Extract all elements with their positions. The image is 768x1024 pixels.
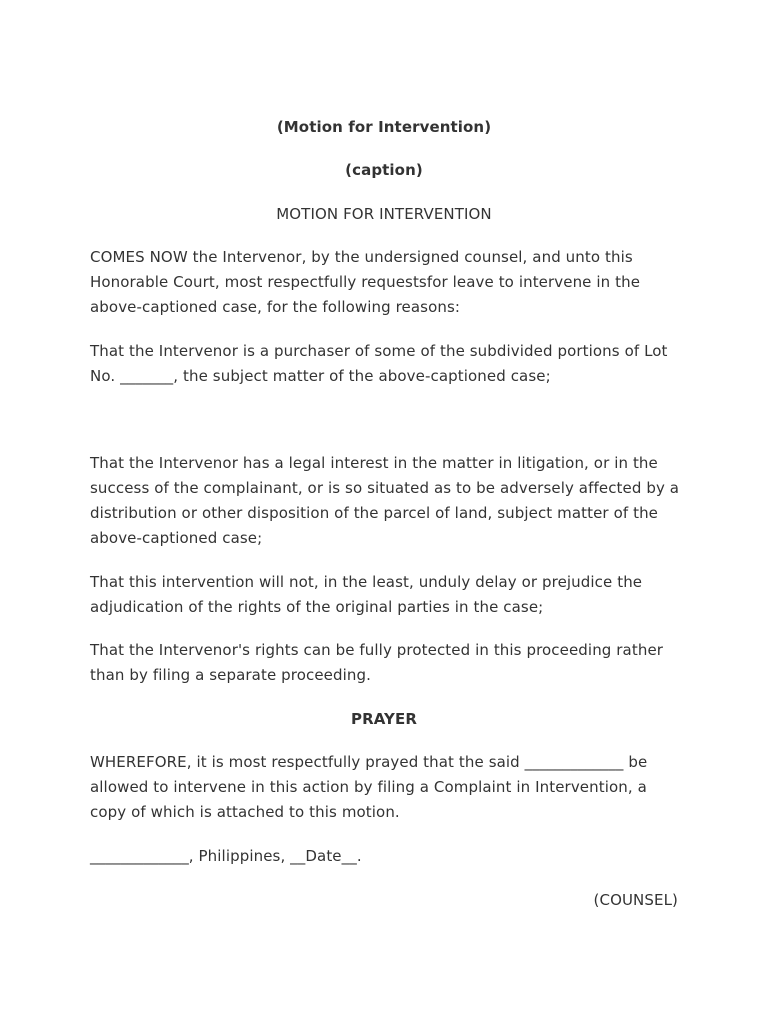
- intro-paragraph: [90, 245, 690, 320]
- prayer-paragraph: [90, 750, 690, 825]
- paragraph-line: distribution or other disposition of the parcel of land, subject matter of the: [90, 504, 659, 522]
- paragraph-line: than by filing a separate proceeding.: [90, 666, 371, 684]
- paragraph-line: above-captioned case;: [90, 529, 263, 547]
- paragraph-line: copy of which is attached to this motion.: [90, 803, 400, 821]
- reason-paragraph-1: [90, 339, 690, 389]
- paragraph-line: WHEREFORE, it is most respectfully prayed that the said _____________ be: [90, 753, 648, 771]
- paragraph-line: adjudication of the rights of the original parties in the case;: [90, 598, 544, 616]
- document-title: (Motion for Intervention): [276, 118, 492, 136]
- paragraph-line: That the Intervenor is a purchaser of some of the subdivided portions of Lot: [90, 342, 668, 360]
- prayer-heading: PRAYER: [351, 710, 417, 728]
- paragraph-line: Honorable Court, most respectfully requestsfor leave to intervene in the: [90, 273, 641, 291]
- reason-paragraph-3: [90, 570, 690, 620]
- place-date-line: _____________, Philippines, __Date__.: [90, 847, 362, 865]
- motion-heading: MOTION FOR INTERVENTION: [276, 205, 492, 223]
- reason-paragraph-4: [90, 638, 690, 688]
- paragraph-line: That the Intervenor has a legal interest in the matter in litigation, or in the: [90, 454, 658, 472]
- paragraph-line: above-captioned case, for the following reasons:: [90, 298, 461, 316]
- paragraph-line: success of the complainant, or is so situated as to be adversely affected by a: [90, 479, 680, 497]
- caption-placeholder: (caption): [345, 161, 423, 179]
- counsel-signature: (COUNSEL): [593, 891, 678, 909]
- paragraph-line: No. _______, the subject matter of the above-captioned case;: [90, 367, 551, 385]
- paragraph-line: That the Intervenor's rights can be fully protected in this proceeding rather: [90, 641, 664, 659]
- reason-paragraph-2: [90, 451, 690, 551]
- paragraph-line: COMES NOW the Intervenor, by the undersigned counsel, and unto this: [90, 248, 633, 266]
- paragraph-line: allowed to intervene in this action by filing a Complaint in Intervention, a: [90, 778, 647, 796]
- paragraph-line: That this intervention will not, in the least, unduly delay or prejudice the: [90, 573, 643, 591]
